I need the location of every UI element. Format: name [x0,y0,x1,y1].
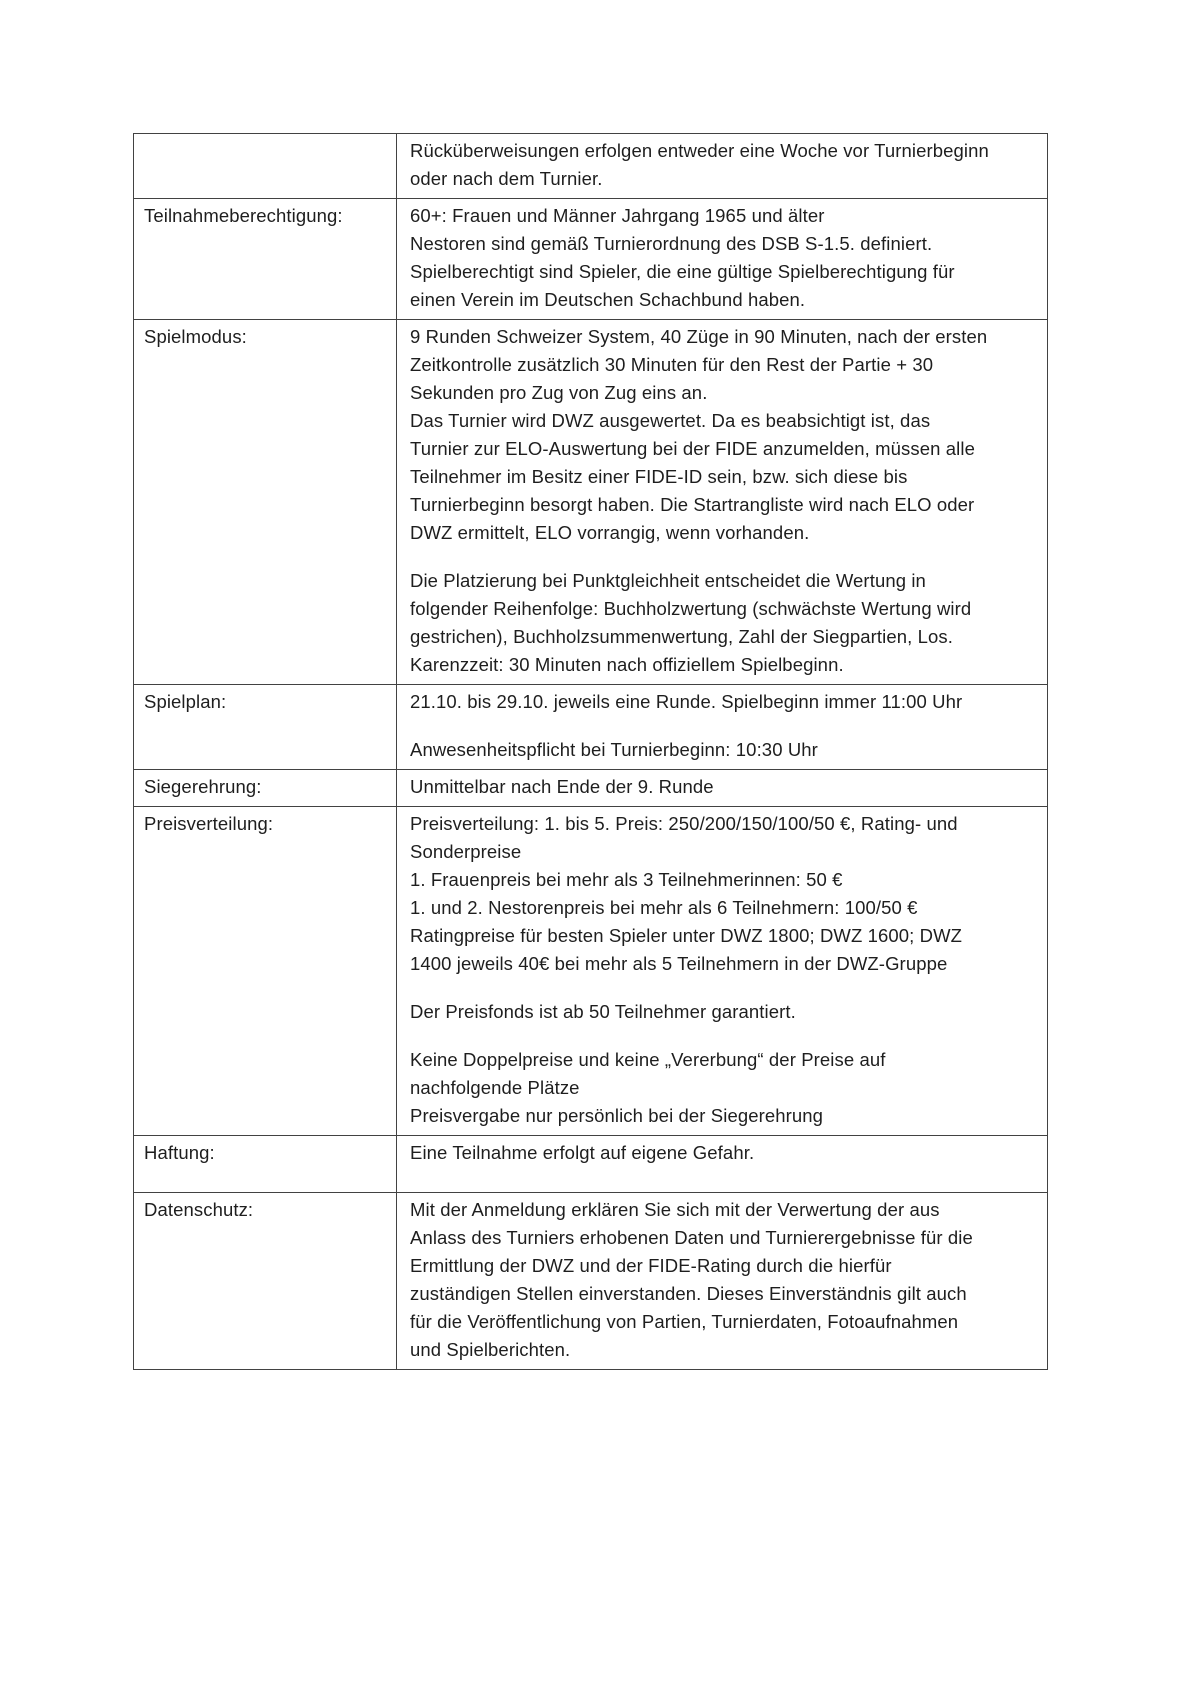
row-label: Preisverteilung: [144,813,274,834]
row-label: Spielmodus: [144,326,247,347]
table-row [134,684,1047,769]
row-content-cell [397,1136,1047,1192]
row-label: Datenschutz: [144,1199,254,1220]
row-content-cell [397,770,1047,806]
row-label: Haftung: [144,1142,215,1163]
table-row [134,769,1047,806]
row-label-cell [134,685,397,769]
paragraph: Eine Teilnahme erfolgt auf eigene Gefahr. [410,1142,755,1163]
paragraph: 1. und 2. Nestorenpreis bei mehr als 6 Teilnehmern: 100/50 € [410,897,918,918]
paragraph: Das Turnier wird DWZ ausgewertet. Da es beabsichtigt ist, das Turnier zur ELO-Auswertung bei der FIDE anzumelden, müssen alle Teilnehmer im Besitz einer FIDE-ID sein, bzw. sich diese bis Turnierbeginn besorgt haben. Die Startrangliste wird nach ELO oder DWZ ermittelt, ELO vorrangig, wenn vorhanden. [410,410,975,543]
paragraph: 60+: Frauen und Männer Jahrgang 1965 und älter [410,205,825,226]
paragraph: 9 Runden Schweizer System, 40 Züge in 90 Minuten, nach der ersten Zeitkontrolle zusätzlich 30 Minuten für den Rest der Partie + 30 Sekunden pro Zug von Zug eins an. [410,326,988,403]
blank-line [410,978,991,998]
row-label-cell [134,770,397,806]
blank-line [410,547,991,567]
paragraph: Der Preisfonds ist ab 50 Teilnehmer garantiert. [410,1001,796,1022]
paragraph: Rücküberweisungen erfolgen entweder eine Woche vor Turnierbeginn oder nach dem Turnier. [410,140,989,189]
table-row [134,806,1047,1135]
paragraph: Karenzzeit: 30 Minuten nach offiziellem Spielbeginn. [410,654,844,675]
table-row [134,198,1047,319]
paragraph: Preisvergabe nur persönlich bei der Siegerehrung [410,1105,824,1126]
paragraph: Preisverteilung: 1. bis 5. Preis: 250/200/150/100/50 €, Rating- und Sonderpreise [410,813,958,862]
paragraph: Nestoren sind gemäß Turnierordnung des DSB S-1.5. definiert. [410,233,933,254]
row-content-cell [397,1193,1047,1369]
table-row [134,134,1047,198]
row-label-cell [134,1193,397,1369]
row-label: Spielplan: [144,691,227,712]
row-content-cell [397,320,1047,684]
tournament-conditions-table [133,133,1048,1370]
table-row [134,1192,1047,1369]
paragraph: Ratingpreise für besten Spieler unter DWZ 1800; DWZ 1600; DWZ 1400 jeweils 40€ bei mehr als 5 Teilnehmern in der DWZ-Gruppe [410,925,963,974]
blank-line [410,1167,991,1187]
row-content-cell [397,199,1047,319]
row-label-cell [134,807,397,1135]
paragraph: Die Platzierung bei Punktgleichheit entscheidet die Wertung in folgender Reihenfolge: Buchholzwertung (schwächste Wertung wird gestrichen), Buchholzsummenwertung, Zahl der Siegpartien, Los. [410,570,972,647]
row-content-cell [397,685,1047,769]
row-label: Teilnahmeberechtigung: [144,205,343,226]
paragraph: Keine Doppelpreise und keine „Vererbung“ der Preise auf nachfolgende Plätze [410,1049,886,1098]
paragraph: Unmittelbar nach Ende der 9. Runde [410,776,714,797]
row-label-cell [134,320,397,684]
blank-line [410,716,991,736]
row-label-cell [134,199,397,319]
paragraph: 21.10. bis 29.10. jeweils eine Runde. Spielbeginn immer 11:00 Uhr [410,691,963,712]
row-label-cell [134,134,397,198]
paragraph: Spielberechtigt sind Spieler, die eine gültige Spielberechtigung für einen Verein im Deutschen Schachbund haben. [410,261,955,310]
table-row [134,319,1047,684]
row-label-cell [134,1136,397,1192]
row-content-cell [397,134,1047,198]
row-content-cell [397,807,1047,1135]
paragraph: 1. Frauenpreis bei mehr als 3 Teilnehmerinnen: 50 € [410,869,843,890]
table-row [134,1135,1047,1192]
row-label: Siegerehrung: [144,776,262,797]
paragraph: Mit der Anmeldung erklären Sie sich mit der Verwertung der aus Anlass des Turniers erhobenen Daten und Turnierergebnisse für die Ermittlung der DWZ und der FIDE-Rating durch die hierfür zuständigen Stellen einverstanden. Dieses Einverständnis gilt auch für die Veröffentlichung von Partien, Turnierdaten, Fotoaufnahmen und Spielberichten. [410,1199,973,1360]
paragraph: Anwesenheitspflicht bei Turnierbeginn: 10:30 Uhr [410,739,818,760]
blank-line [410,1026,991,1046]
